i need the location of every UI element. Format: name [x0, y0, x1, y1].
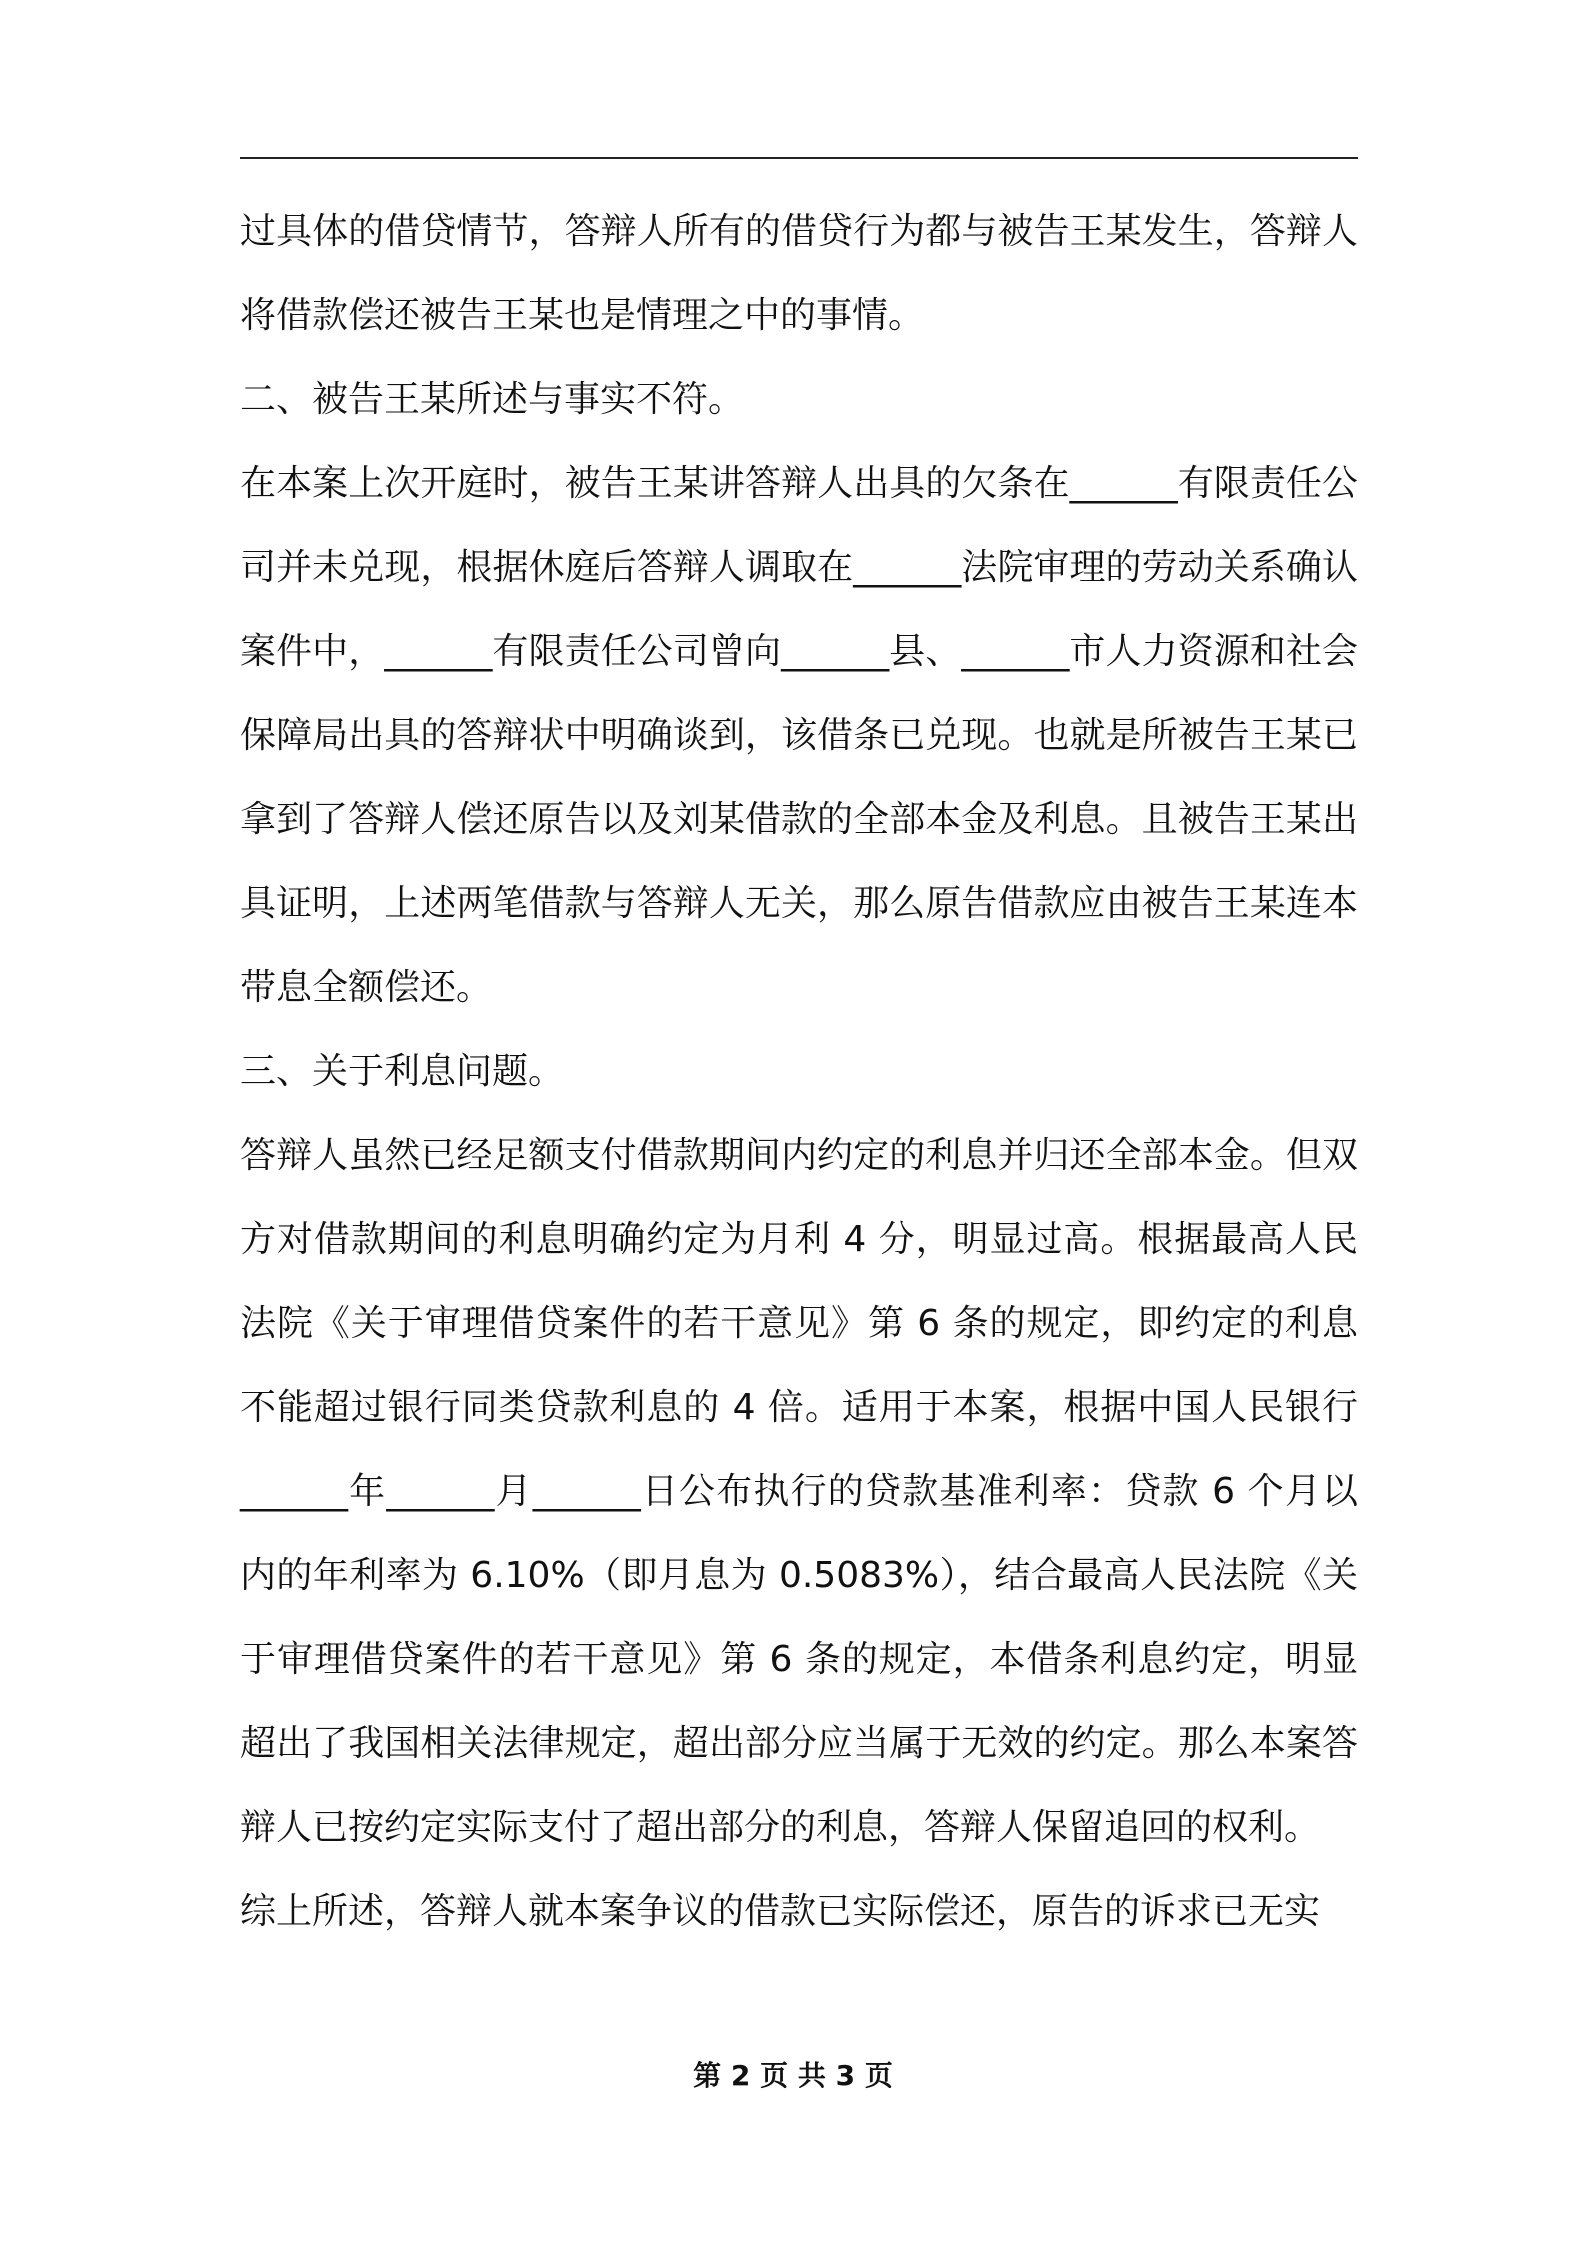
paragraph-conclusion: 综上所述，答辩人就本案争议的借款已实际偿还，原告的诉求已无实	[240, 1891, 1321, 1932]
paragraph-section-3: 答辩人虽然已经足额支付借款期间内约定的利息并归还全部本金。但双方对借款期间的利息明确约定为月利 4 分，明显过高。根据最高人民法院《关于审理借贷案件的若干意见》第 6 条的规定，即约定的利息不能超过银行同类贷款利息的 4 倍。适用于本案，根据中国人民银行______年______月______日公布执行的贷款基准利率：贷款 6 个月以内的年利率为 6.10%（即月息为 0.5083%），结合最高人民法院《关于审理借贷案件的若干意见》第 6 条的规定，本借条利息约定，明显超出了我国相关法律规定，超出部分应当属于无效的约定。那么本案答辩人已按约定实际支付了超出部分的利息，答辩人保留追回的权利。	[240, 1135, 1358, 1848]
page-number: 第 2 页 共 3 页	[693, 2059, 893, 2092]
section-heading-2: 二、被告王某所述与事实不符。	[240, 379, 745, 420]
paragraph-section-2: 在本案上次开庭时，被告王某讲答辩人出具的欠条在______有限责任公司并未兑现，根据休庭后答辩人调取在______法院审理的劳动关系确认案件中，______有限责任公司曾向______县、______市人力资源和社会保障局出具的答辩状中明确谈到，该借条已兑现。也就是所被告王某已拿到了答辩人偿还原告以及刘某借款的全部本金及利息。且被告王某出具证明，上述两笔借款与答辩人无关，那么原告借款应由被告王某连本带息全额偿还。	[240, 463, 1358, 1008]
paragraph-continuation: 过具体的借贷情节，答辩人所有的借贷行为都与被告王某发生，答辩人将借款偿还被告王某也是情理之中的事情。	[240, 211, 1358, 336]
section-heading-3: 三、关于利息问题。	[240, 1051, 565, 1092]
header-rule	[240, 157, 1358, 159]
document-body	[240, 190, 1358, 1954]
